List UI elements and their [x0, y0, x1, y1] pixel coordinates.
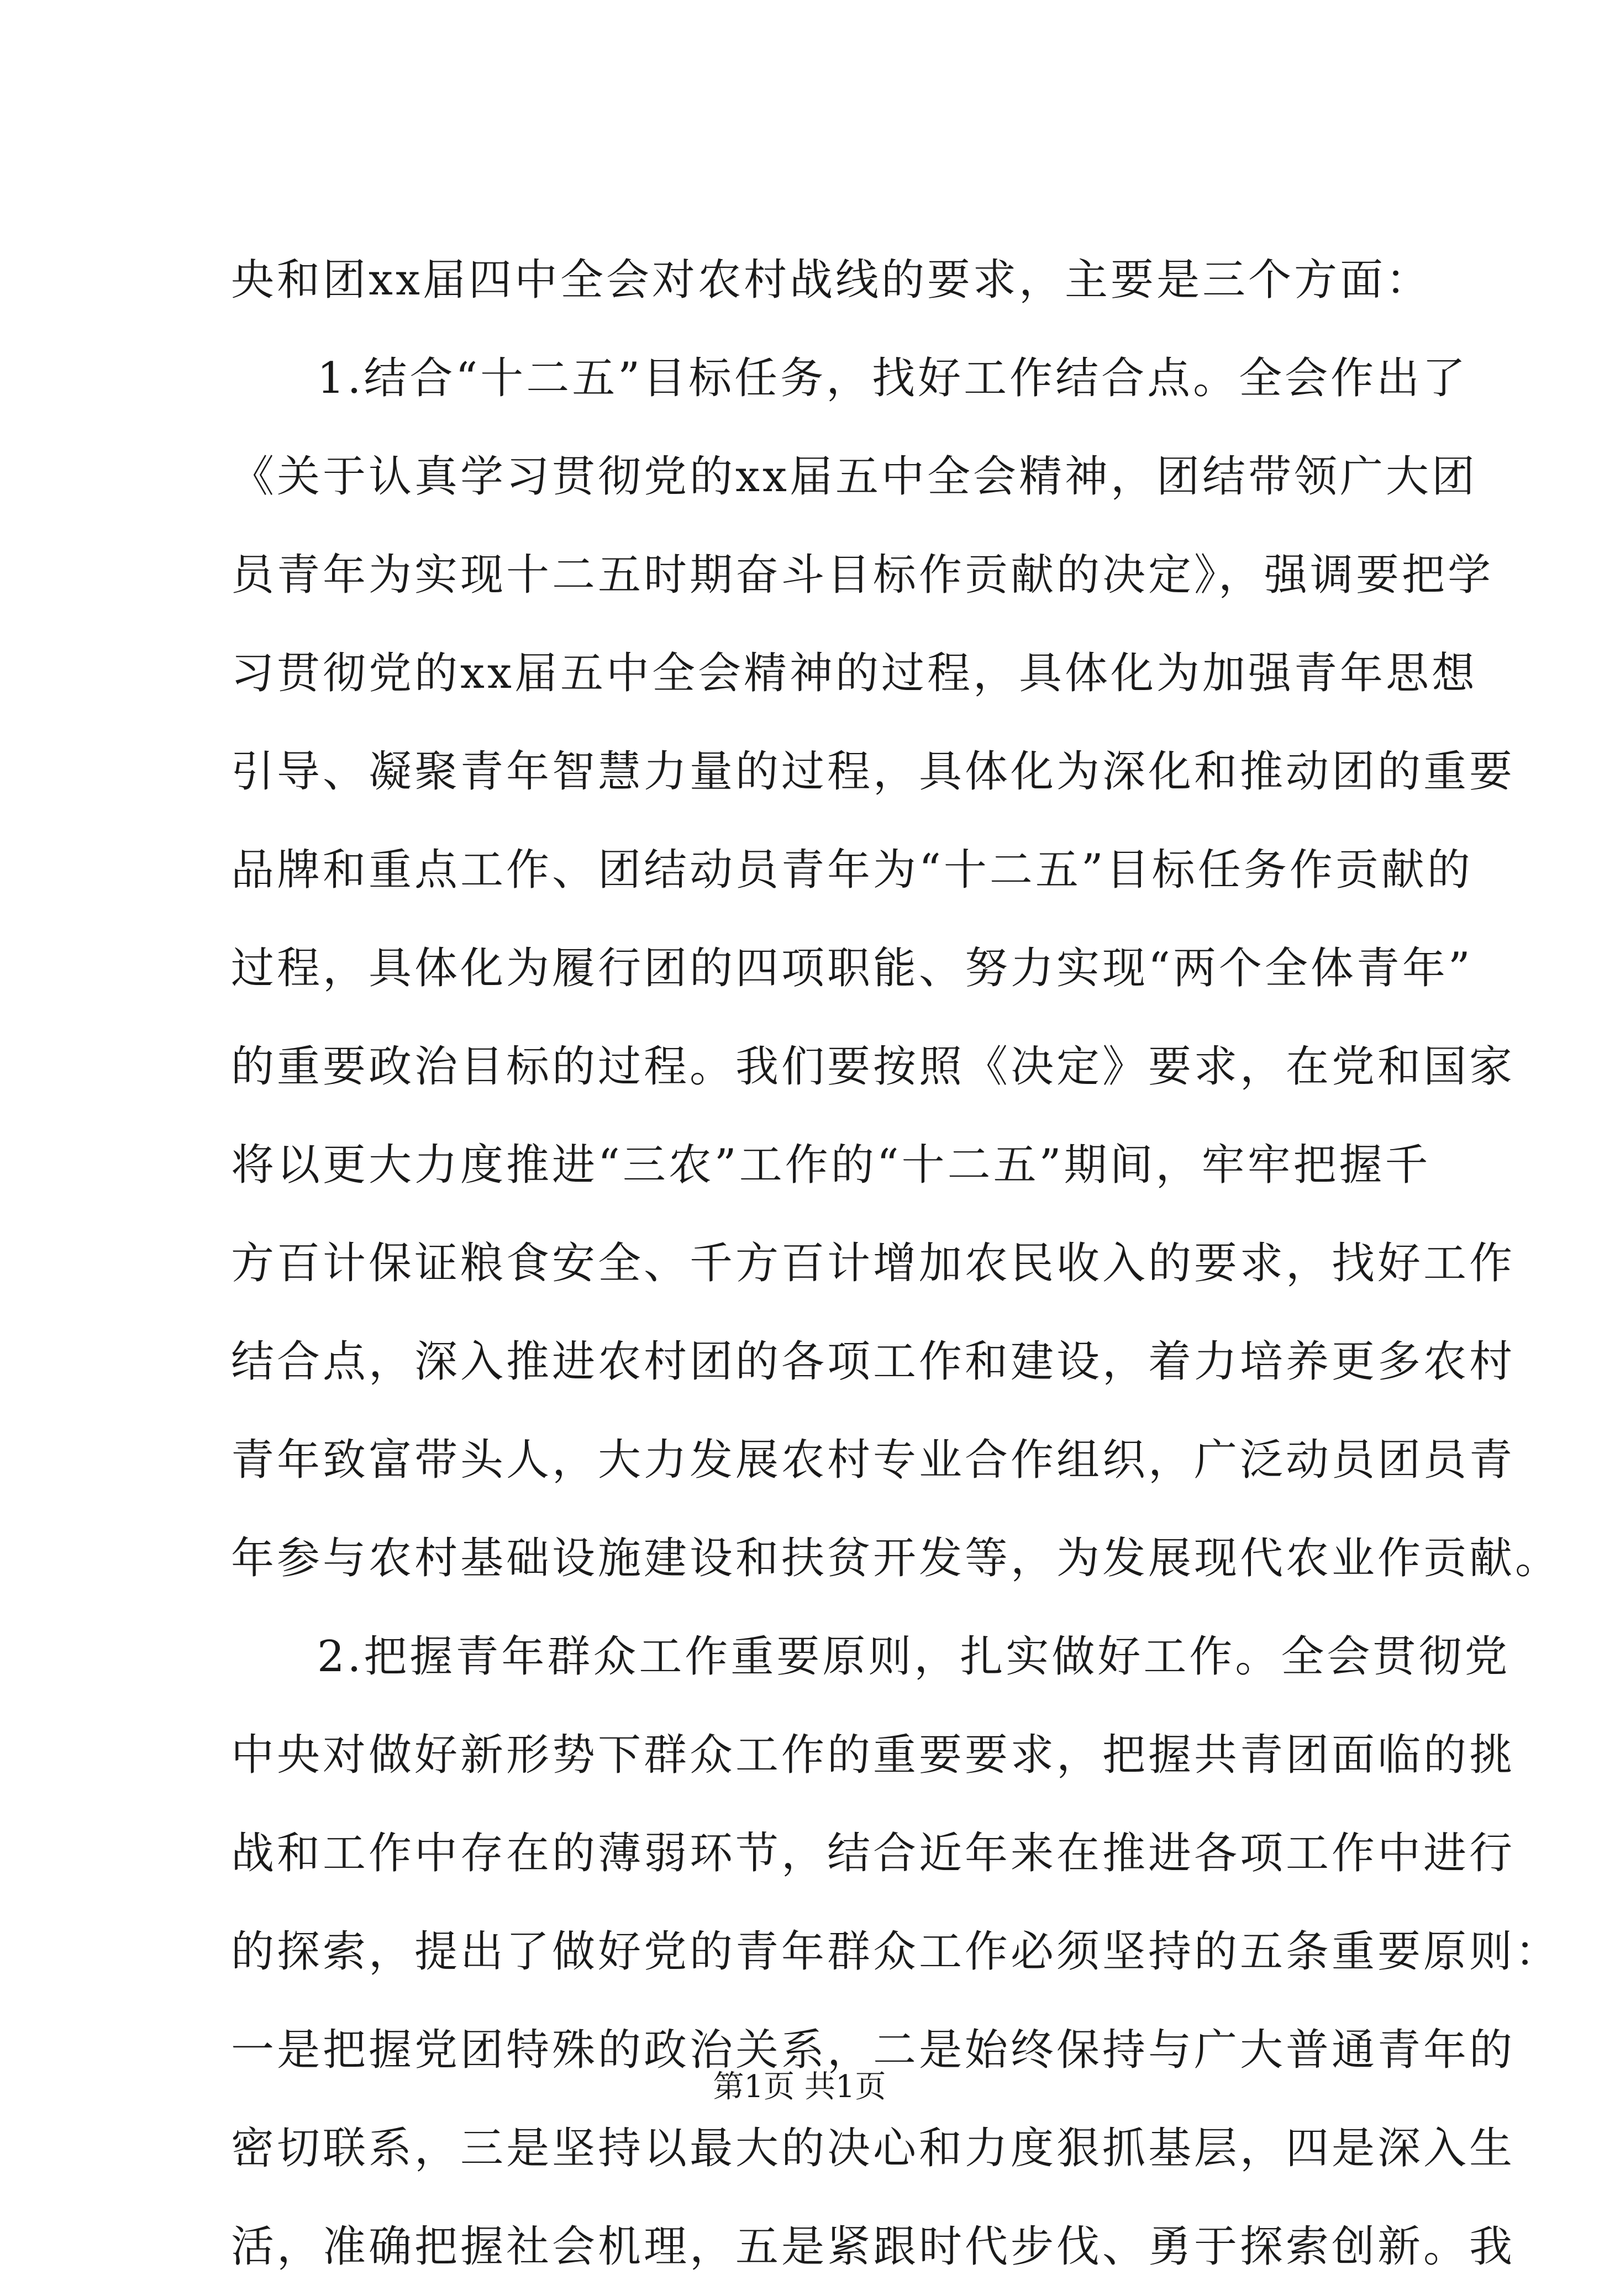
- text-line: 央和团xx届四中全会对农村战线的要求，主要是三个方面：: [231, 255, 1432, 305]
- text-line: 战和工作中存在的薄弱环节，结合近年来在推进各项工作中进行: [231, 1829, 1516, 1878]
- text-line: 引导、凝聚青年智慧力量的过程，具体化为深化和推动团的重要: [231, 747, 1516, 797]
- text-line: 1.结合“十二五”目标任务，找好工作结合点。全会作出了: [317, 354, 1469, 403]
- text-line: 习贯彻党的xx届五中全会精神的过程，具体化为加强青年思想: [231, 649, 1477, 698]
- text-line: 的重要政治目标的过程。我们要按照《决定》要求，在党和国家: [231, 1042, 1516, 1092]
- text-line: 方百计保证粮食安全、千方百计增加农民收入的要求，找好工作: [231, 1239, 1516, 1288]
- text-line: 品牌和重点工作、团结动员青年为“十二五”目标任务作贡献的: [231, 845, 1473, 895]
- text-line: 《关于认真学习贯彻党的xx届五中全会精神，团结带领广大团: [231, 452, 1477, 502]
- text-line: 活，准确把握社会机理，五是紧跟时代步伐、勇于探索创新。我: [231, 2222, 1516, 2272]
- document-body: [231, 231, 1561, 2296]
- page-number: 第1页 共1页: [713, 2069, 886, 2105]
- text-line: 青年致富带头人，大力发展农村专业合作组织，广泛动员团员青: [231, 1435, 1516, 1485]
- text-line: 将以更大力度推进“三农”工作的“十二五”期间，牢牢把握千: [231, 1140, 1431, 1190]
- text-line: 一是把握党团特殊的政治关系，二是始终保持与广大普通青年的: [231, 2025, 1516, 2075]
- page-footer: [0, 2065, 1599, 2109]
- text-line: 的探索，提出了做好党的青年群众工作必须坚持的五条重要原则：: [231, 1927, 1561, 1977]
- text-line: 员青年为实现十二五时期奋斗目标作贡献的决定》，强调要把学: [231, 550, 1494, 600]
- text-line: 过程，具体化为履行团的四项职能、努力实现“两个全体青年”: [231, 944, 1473, 993]
- text-line: 密切联系，三是坚持以最大的决心和力度狠抓基层，四是深入生: [231, 2124, 1516, 2173]
- text-line: 结合点，深入推进农村团的各项工作和建设，着力培养更多农村: [231, 1337, 1516, 1387]
- text-line: 2.把握青年群众工作重要原则，扎实做好工作。全会贯彻党: [317, 1632, 1511, 1682]
- text-line: 年参与农村基础设施建设和扶贫开发等，为发展现代农业作贡献。: [231, 1534, 1561, 1583]
- text-line: 中央对做好新形势下群众工作的重要要求，把握共青团面临的挑: [231, 1730, 1516, 1780]
